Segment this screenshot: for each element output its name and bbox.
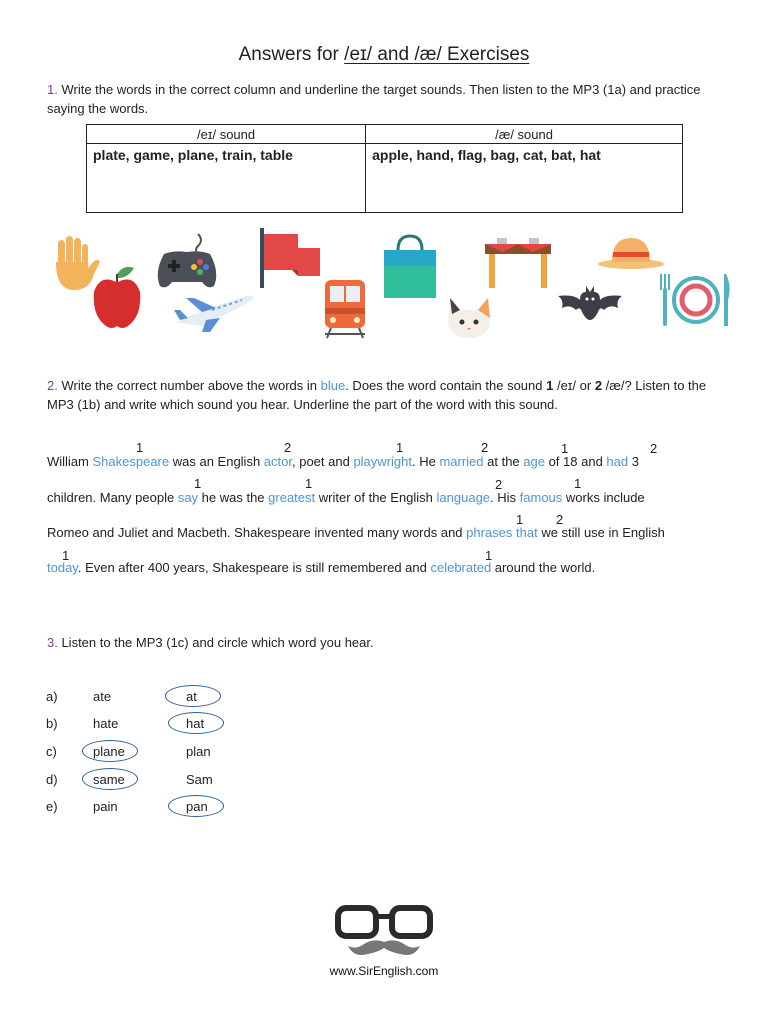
number-mark: 1 bbox=[561, 441, 569, 456]
number-mark: 2 bbox=[284, 440, 292, 455]
target-word: playwright bbox=[353, 454, 412, 469]
airplane-icon bbox=[172, 290, 256, 334]
footer-url[interactable]: www.SirEnglish.com bbox=[329, 964, 439, 978]
target-word: greatest bbox=[268, 490, 316, 505]
q2-instructions bbox=[47, 376, 727, 414]
passage-text: . He bbox=[411, 454, 440, 469]
title-underlined: /eɪ/ and /æ/ Exercises bbox=[344, 44, 530, 65]
col2-words: apple, hand, flag, bag, cat, bat, hat bbox=[366, 144, 683, 213]
number-mark: 2 bbox=[650, 441, 658, 456]
col1-header: /eɪ/ sound bbox=[87, 125, 366, 144]
passage-line-3 bbox=[47, 525, 665, 540]
number-mark: 1 bbox=[516, 512, 524, 527]
number-mark: 1 bbox=[136, 440, 144, 455]
q2-text-b: . Does the word contain the sound bbox=[345, 378, 547, 393]
passage-text: William bbox=[47, 454, 93, 469]
passage-line-1 bbox=[47, 454, 639, 469]
target-word: famous bbox=[519, 490, 563, 505]
passage-text: 3 bbox=[628, 454, 639, 469]
q2-text-a: Write the correct number above the words in bbox=[57, 378, 321, 393]
target-word: married bbox=[439, 454, 484, 469]
q1-text: Write the words in the correct column and underline the target sounds. Then listen to the MP3 (1a) and practice saying the words. bbox=[47, 82, 701, 116]
q3-number: 3. bbox=[47, 635, 58, 650]
target-word: phrases bbox=[466, 525, 513, 540]
answer-circle bbox=[82, 768, 138, 790]
number-mark: 2 bbox=[556, 512, 564, 527]
sounds-table bbox=[86, 124, 683, 213]
target-word: Shakespeare bbox=[92, 454, 170, 469]
row-label: b) bbox=[46, 716, 58, 731]
passage-text: writer of the English bbox=[315, 490, 437, 505]
row-label: a) bbox=[46, 689, 58, 704]
row-label: c) bbox=[46, 744, 57, 759]
q2-blue-word: blue bbox=[320, 378, 346, 393]
col1-words: plate, game, plane, train, table bbox=[87, 144, 366, 213]
q2-s2: /æ/? Listen to the MP3 (1b) and write which sound you hear. Underline the part of the word with this sound. bbox=[47, 378, 707, 412]
q2-s1: /eɪ/ or bbox=[553, 378, 595, 393]
target-word: age bbox=[523, 454, 545, 469]
word-option[interactable]: pain bbox=[93, 799, 118, 814]
passage-text: , poet and bbox=[291, 454, 354, 469]
answer-circle bbox=[82, 740, 138, 762]
bag-icon bbox=[380, 232, 440, 300]
passage-text: works include bbox=[562, 490, 645, 505]
number-mark: 1 bbox=[485, 548, 493, 563]
target-word: language bbox=[436, 490, 491, 505]
title-prefix: Answers for bbox=[238, 44, 345, 65]
q3-instructions bbox=[47, 633, 727, 652]
passage-text: Romeo and Juliet and Macbeth. Shakespeare invented many words and bbox=[47, 525, 467, 540]
word-option[interactable]: plan bbox=[186, 744, 211, 759]
number-mark: 1 bbox=[305, 476, 313, 491]
row-label: e) bbox=[46, 799, 58, 814]
passage-line-2 bbox=[47, 490, 645, 505]
word-option[interactable]: ate bbox=[93, 689, 112, 704]
word-option[interactable]: hate bbox=[93, 716, 119, 731]
word-option[interactable]: Sam bbox=[186, 772, 213, 787]
word-option[interactable]: same bbox=[93, 772, 125, 787]
bat-icon bbox=[554, 286, 626, 322]
number-mark: 1 bbox=[62, 548, 70, 563]
word-option[interactable]: plane bbox=[93, 744, 125, 759]
game-controller-icon bbox=[154, 232, 220, 292]
q2-one: 1 bbox=[546, 378, 554, 393]
answer-circle bbox=[168, 712, 224, 734]
q2-two: 2 bbox=[594, 378, 603, 393]
glasses-mustache-logo bbox=[334, 904, 434, 962]
train-icon bbox=[321, 278, 369, 340]
passage-text: around the world. bbox=[491, 560, 596, 575]
number-mark: 1 bbox=[396, 440, 404, 455]
row-label: d) bbox=[46, 772, 58, 787]
target-word: that bbox=[516, 525, 538, 540]
cat-icon bbox=[446, 296, 492, 340]
word-option[interactable]: pan bbox=[186, 799, 208, 814]
number-mark: 2 bbox=[495, 477, 503, 492]
passage-text: at the bbox=[483, 454, 524, 469]
q2-number: 2. bbox=[47, 378, 58, 393]
target-word: celebrated bbox=[430, 560, 492, 575]
answer-circle bbox=[165, 685, 221, 707]
passage-text: . His bbox=[490, 490, 520, 505]
passage-line-4 bbox=[47, 560, 595, 575]
table-icon bbox=[483, 238, 553, 290]
target-word: actor bbox=[263, 454, 292, 469]
passage-text: he was the bbox=[198, 490, 269, 505]
answer-circle bbox=[168, 795, 224, 817]
target-word: had bbox=[606, 454, 629, 469]
q3-text: Listen to the MP3 (1c) and circle which word you hear. bbox=[57, 635, 374, 650]
number-mark: 1 bbox=[574, 476, 582, 491]
apple-icon bbox=[90, 264, 144, 332]
passage-text: children. Many people bbox=[47, 490, 178, 505]
target-word: today bbox=[47, 560, 78, 575]
page-title bbox=[0, 44, 768, 66]
hat-icon bbox=[596, 234, 666, 270]
word-option[interactable]: at bbox=[186, 689, 197, 704]
passage-text: was an English bbox=[169, 454, 264, 469]
number-mark: 2 bbox=[481, 440, 489, 455]
plate-icon bbox=[656, 272, 732, 328]
passage-text: . Even after 400 years, Shakespeare is still remembered and bbox=[77, 560, 431, 575]
col2-header: /æ/ sound bbox=[366, 125, 683, 144]
word-option[interactable]: hat bbox=[186, 716, 205, 731]
passage-text: we still use in English bbox=[537, 525, 665, 540]
number-mark: 1 bbox=[194, 476, 202, 491]
q1-instructions bbox=[47, 80, 727, 118]
flag-icon bbox=[258, 228, 324, 290]
q1-number: 1. bbox=[47, 82, 58, 97]
passage-text: of 18 and bbox=[544, 454, 607, 469]
target-word: say bbox=[177, 490, 199, 505]
